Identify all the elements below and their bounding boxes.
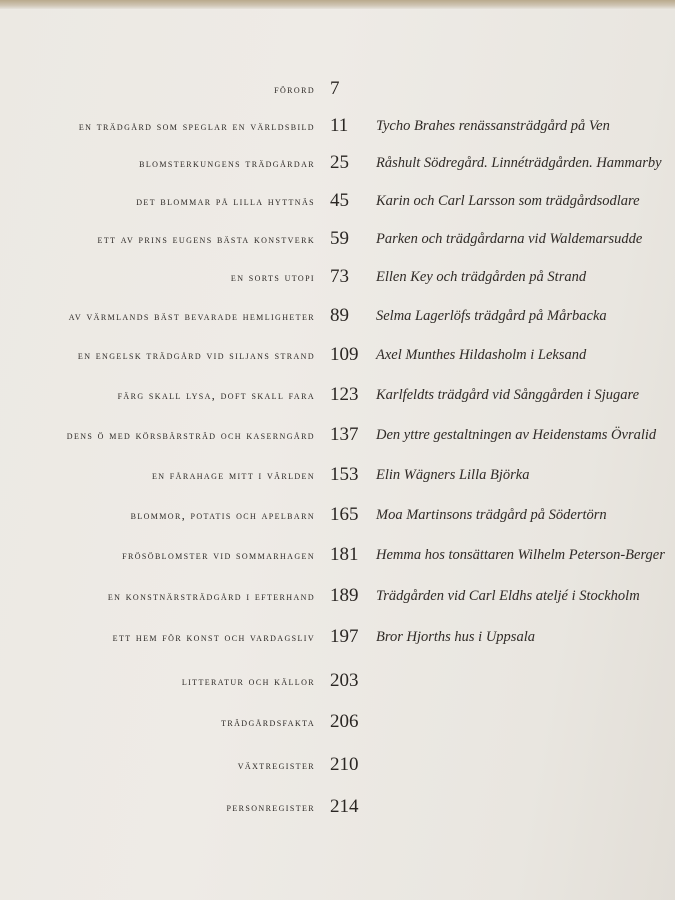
- toc-entry-subtitle: Parken och trädgårdarna vid Waldemarsudde: [376, 231, 643, 247]
- toc-entry-title: en konstnärsträdgård i efterhand: [107, 589, 315, 603]
- toc-entry: [0, 666, 675, 696]
- toc-entry-subtitle: Tycho Brahes renässansträdgård på Ven: [376, 118, 610, 134]
- toc-entry-page: 11: [330, 115, 349, 136]
- toc-entry-subtitle: Trädgården vid Carl Eldhs ateljé i Stockholm: [376, 588, 640, 604]
- toc-entry-title: blomsterkungens trädgårdar: [139, 156, 315, 170]
- toc-entry: [0, 581, 675, 611]
- toc-entry: [0, 622, 675, 652]
- toc-entry: [0, 340, 675, 370]
- toc-entry-title: en trädgård som speglar en världsbild: [78, 119, 315, 133]
- toc-entry: [0, 186, 675, 216]
- toc-entry: [0, 74, 675, 104]
- toc-entry-page: 89: [330, 305, 349, 326]
- toc-entry-title: personregister: [226, 800, 315, 814]
- toc-entry-title: det blommar på lilla hyttnäs: [136, 194, 315, 208]
- toc-entry-page: 45: [330, 190, 349, 211]
- toc-entry-page: 153: [330, 464, 359, 485]
- toc-entry-title: litteratur och källor: [181, 674, 315, 688]
- toc-entry-subtitle: Axel Munthes Hildasholm i Leksand: [376, 347, 587, 363]
- toc-entry-subtitle: Selma Lagerlöfs trädgård på Mårbacka: [376, 308, 607, 324]
- toc-entry-page: 210: [330, 754, 359, 775]
- toc-entry: [0, 301, 675, 331]
- toc-entry-subtitle: Karlfeldts trädgård vid Sånggården i Sjugare: [376, 387, 640, 403]
- toc-entry-page: 181: [330, 544, 359, 565]
- toc-entry-page: 137: [330, 424, 359, 445]
- toc-entry: [0, 380, 675, 410]
- toc-entry: [0, 500, 675, 530]
- toc-entry: [0, 540, 675, 570]
- toc-entry-subtitle: Elin Wägners Lilla Björka: [376, 467, 530, 483]
- toc-entry-title: frösöblomster vid sommarhagen: [122, 548, 315, 562]
- toc-entry-title: färg skall lysa, doft skall fara: [117, 388, 315, 402]
- toc-entry-page: 59: [330, 228, 349, 249]
- toc-entry-page: 7: [330, 78, 340, 99]
- toc-entry-page: 197: [330, 626, 359, 647]
- toc-entry-title: ett av prins eugens bästa konstverk: [97, 232, 315, 246]
- toc-entry-subtitle: Råshult Södregård. Linnéträdgården. Hammarby: [376, 155, 662, 171]
- toc-entry-page: 203: [330, 670, 359, 691]
- toc-entry-title: en fårahage mitt i världen: [151, 468, 315, 482]
- toc-entry-title: en sorts utopi: [230, 270, 315, 284]
- toc-entry-page: 165: [330, 504, 359, 525]
- toc-entry-page: 189: [330, 585, 359, 606]
- toc-entry-subtitle: Ellen Key och trädgården på Strand: [376, 269, 587, 285]
- toc-entry-title: av värmlands bäst bevarade hemligheter: [68, 309, 315, 323]
- toc-entry-page: 25: [330, 152, 349, 173]
- toc-entry: [0, 111, 675, 141]
- toc-entry: [0, 460, 675, 490]
- toc-entry-subtitle: Hemma hos tonsättaren Wilhelm Peterson-Berger: [376, 547, 665, 563]
- toc-entry-title: en engelsk trädgård vid siljans strand: [77, 348, 315, 362]
- toc-entry-subtitle: Bror Hjorths hus i Uppsala: [376, 629, 535, 645]
- toc-entry-title: ett hem för konst och vardagsliv: [112, 630, 315, 644]
- toc-entry: [0, 707, 675, 737]
- toc-entry-subtitle: Moa Martinsons trädgård på Södertörn: [376, 507, 607, 523]
- toc-entry-subtitle: Karin och Carl Larsson som trädgårdsodlare: [376, 193, 640, 209]
- toc-entry-page: 206: [330, 711, 359, 732]
- toc-entry-subtitle: Den yttre gestaltningen av Heidenstams Övralid: [376, 427, 657, 443]
- toc-entry-page: 214: [330, 796, 359, 817]
- toc-entry-page: 73: [330, 266, 349, 287]
- toc-entry-title: dens ö med körsbärsträd och kaserngård: [66, 428, 315, 442]
- toc-entry: [0, 224, 675, 254]
- toc-entry-title: växtregister: [237, 758, 315, 772]
- toc-entry-title: trädgårdsfakta: [221, 715, 315, 729]
- toc-entry: [0, 262, 675, 292]
- toc-entry: [0, 750, 675, 780]
- toc-entry: [0, 792, 675, 822]
- toc-entry: [0, 148, 675, 178]
- toc-entry-page: 109: [330, 344, 359, 365]
- toc-entry: [0, 420, 675, 450]
- toc-entry-page: 123: [330, 384, 359, 405]
- page-top-edge: [0, 0, 675, 9]
- toc-entry-title: förord: [274, 82, 315, 96]
- toc-entry-title: blommor, potatis och apelbarn: [130, 508, 315, 522]
